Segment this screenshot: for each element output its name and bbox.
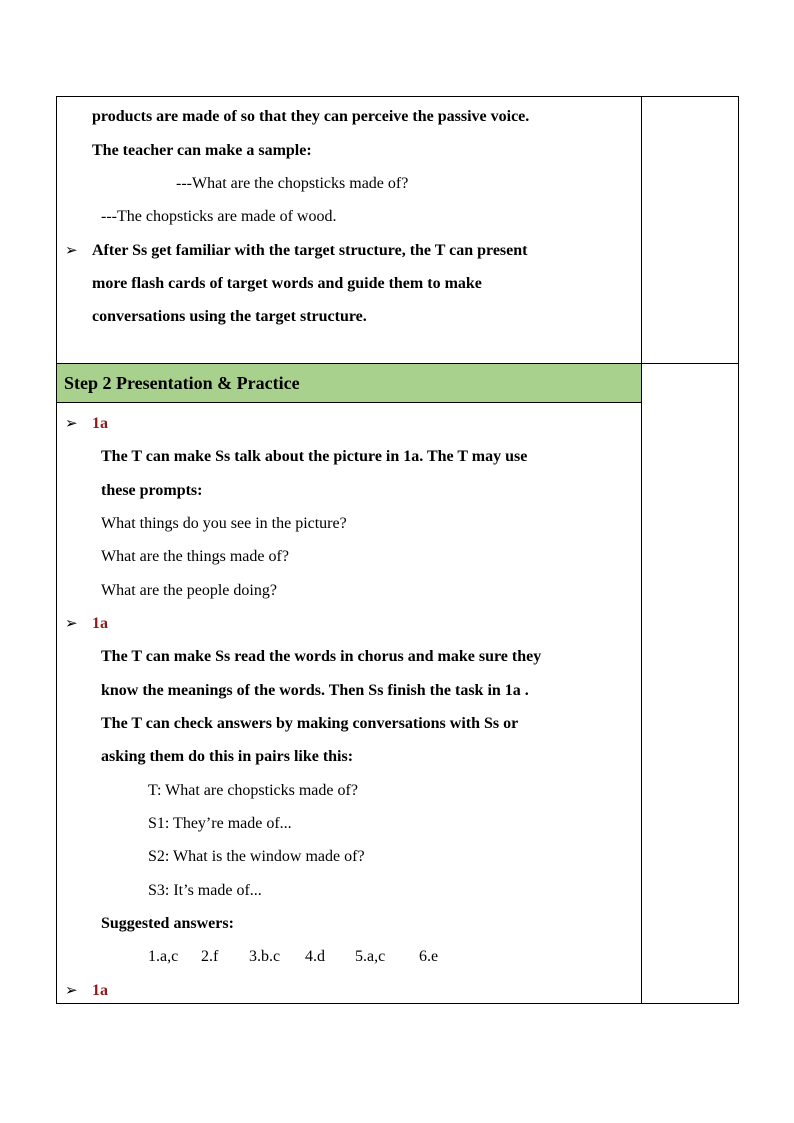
section1-side-cell (642, 97, 739, 364)
block1-line-3: What things do you see in the picture? (101, 515, 347, 532)
block1-line-5: What are the people doing? (101, 582, 277, 599)
section1-line-7: conversations using the target structure. (92, 308, 367, 325)
block2-line-7: S2: What is the window made of? (148, 848, 365, 865)
step2-header-cell (57, 364, 642, 403)
block2-line-3: The T can check answers by making conversations with Ss or (101, 715, 519, 732)
block2-line-9: Suggested answers: (101, 915, 234, 932)
section1-cell (57, 97, 642, 364)
block2-line-1: The T can make Ss read the words in chorus and make sure they (101, 648, 542, 665)
arrow-bullet-icon: ➢ (65, 981, 78, 999)
block1-label: 1a (92, 415, 108, 432)
block2-line-2: know the meanings of the words. Then Ss finish the task in 1a . (101, 682, 529, 699)
section1-line-5: After Ss get familiar with the target structure, the T can present (92, 242, 528, 259)
arrow-bullet-icon: ➢ (65, 414, 78, 432)
lesson-plan-table (56, 96, 739, 1004)
section1-line-4: ---The chopsticks are made of wood. (101, 208, 337, 225)
answer-3: 3.b.c (249, 948, 281, 965)
section1-row (57, 97, 739, 364)
block1-line-4: What are the things made of? (101, 548, 289, 565)
step2-header-row (57, 364, 739, 403)
answer-2: 2.f (201, 948, 219, 965)
section1-line-2: The teacher can make a sample: (92, 142, 312, 159)
answer-6: 6.e (419, 948, 439, 965)
block1-line-1: The T can make Ss talk about the picture in 1a. The T may use (101, 448, 528, 465)
block1-line-2: these prompts: (101, 482, 203, 499)
answer-1: 1.a,c (148, 948, 179, 965)
step2-title: Step 2 Presentation & Practice (64, 373, 300, 393)
block3-label: 1a (92, 982, 108, 999)
step2-content-cell (57, 403, 642, 1004)
arrow-bullet-icon: ➢ (65, 614, 78, 632)
block2-line-4: asking them do this in pairs like this: (101, 748, 354, 765)
arrow-bullet-icon: ➢ (65, 241, 78, 259)
section1-line-1: products are made of so that they can perceive the passive voice. (92, 108, 530, 125)
block2-label: 1a (92, 615, 108, 632)
section1-line-6: more flash cards of target words and guide them to make (92, 275, 482, 292)
section1-line-3: ---What are the chopsticks made of? (176, 175, 409, 192)
answer-4: 4.d (305, 948, 325, 965)
answer-5: 5.a,c (355, 948, 386, 965)
block2-line-6: S1: They’re made of... (148, 815, 292, 832)
block2-line-8: S3: It’s made of... (148, 882, 262, 899)
block2-line-5: T: What are chopsticks made of? (148, 782, 358, 799)
step2-content-row (57, 403, 739, 1004)
step2-header-side-cell (642, 364, 739, 1004)
